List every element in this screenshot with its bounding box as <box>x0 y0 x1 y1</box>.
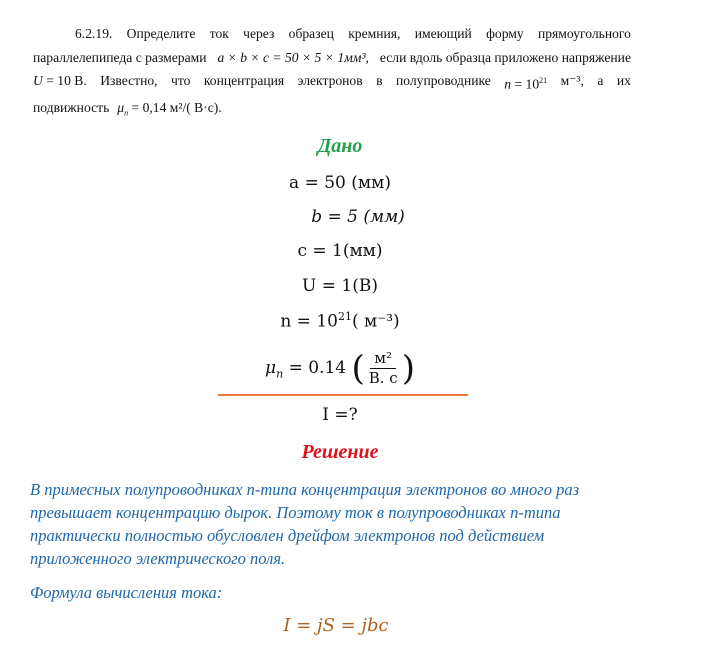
given-c: c = 1(мм) <box>297 241 383 261</box>
solution-paragraph <box>30 478 670 570</box>
problem-word: Определите <box>126 26 196 41</box>
mobility-unit-fraction: $\frac{\text{м²}}{В. с}$ <box>368 349 398 387</box>
problem-text: если вдоль образца приложено напряжение <box>379 49 631 65</box>
paragraph-line: практически полностью обусловлен дрейфом электронов под действием <box>30 526 545 545</box>
concentration-value: $n = 10^{21}$ <box>504 76 548 92</box>
given-separator <box>218 394 468 396</box>
find-current: I =? <box>322 405 358 425</box>
problem-word: через <box>243 26 275 41</box>
given-mu: $\mu_n = 0.14$ ( $\frac{\text{м²}}{В. с}$ ) <box>265 348 415 389</box>
given-u: U = 1(В) <box>302 276 378 296</box>
paragraph-line: В примесных полупроводниках n-типа концентрация электронов во много раз <box>30 480 580 499</box>
left-paren: ( <box>351 348 365 389</box>
problem-word: а <box>597 73 604 88</box>
given-a: a = 50 (мм) <box>289 173 391 193</box>
given-n: $n = 10^{21}$( м⁻³) <box>280 310 400 332</box>
paragraph-line: приложенного электрического поля. <box>30 549 286 568</box>
problem-word: прямоугольного <box>537 26 631 41</box>
problem-word: образец <box>288 26 334 41</box>
problem-text: параллелепипеда с размерами <box>33 49 207 65</box>
dimensions-formula: a × b × c = 50 × 5 × 1мм³, <box>217 49 369 65</box>
problem-word: полупроводнике <box>395 73 491 88</box>
problem-line-2 <box>33 46 631 70</box>
problem-text: подвижность <box>33 100 110 116</box>
problem-word: в <box>376 73 383 88</box>
problem-word: форму <box>486 26 524 41</box>
given-b: b = 5 (мм) <box>311 207 405 227</box>
problem-word: Известно, <box>100 73 158 88</box>
problem-word: имеющий <box>414 26 472 41</box>
problem-word: кремния, <box>348 26 401 41</box>
problem-number: 6.2.19. <box>75 26 113 41</box>
problem-word: ток <box>209 26 229 41</box>
solution-heading: Решение <box>301 441 379 463</box>
voltage-value: U = 10 В. <box>33 73 87 88</box>
concentration-unit: м⁻³, <box>560 73 584 88</box>
mobility-value: $\mu_n = 0,14$ м²/( В·с). <box>117 100 222 118</box>
problem-word: концентрация <box>203 73 285 88</box>
paragraph-line: превышает концентрацию дырок. Поэтому ток в полупроводниках n-типа <box>30 503 561 522</box>
problem-word: электронов <box>297 73 363 88</box>
given-heading: Дано <box>317 135 363 157</box>
right-paren: ) <box>401 348 415 389</box>
problem-line-1 <box>33 22 631 46</box>
formula-label: Формула вычисления тока: <box>30 583 223 602</box>
current-formula: I = jS = jbc <box>283 615 389 636</box>
problem-statement <box>33 22 631 125</box>
problem-line-3 <box>33 69 631 96</box>
problem-word: их <box>616 73 631 88</box>
problem-word: что <box>171 73 191 88</box>
problem-line-4 <box>33 96 631 125</box>
